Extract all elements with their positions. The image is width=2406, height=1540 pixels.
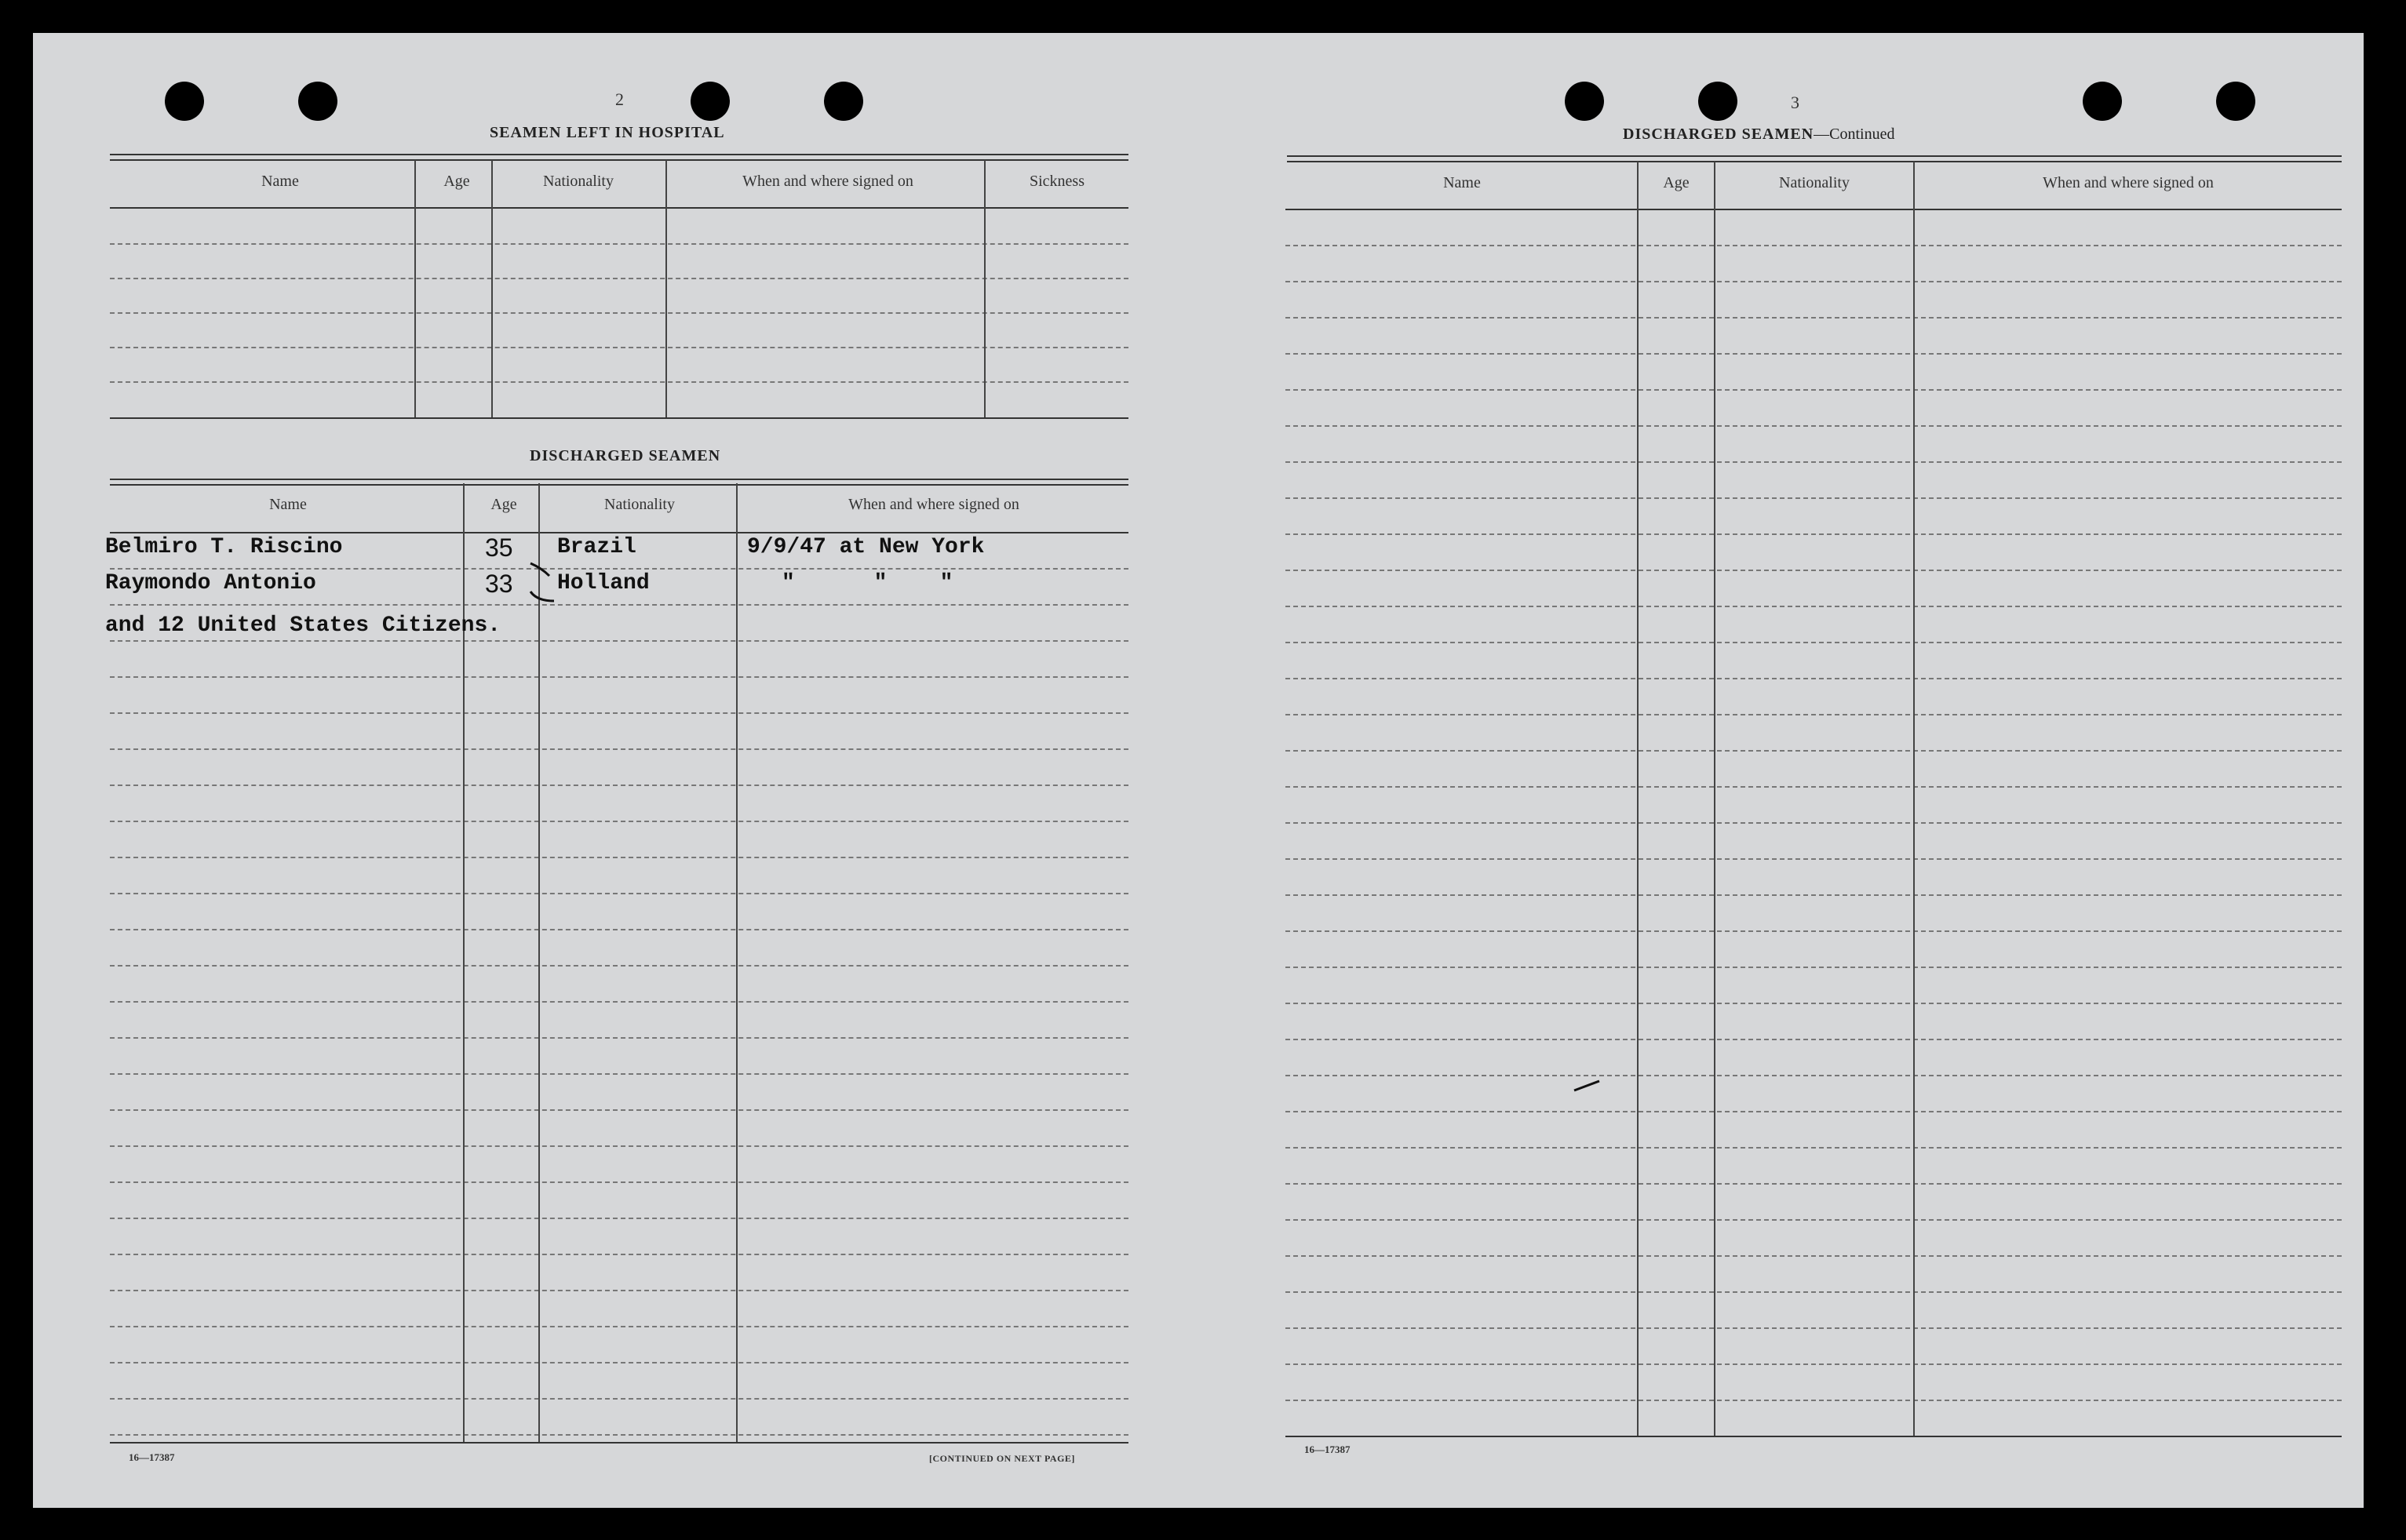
- seaman-age: 33: [485, 570, 513, 598]
- row-rule: [1285, 1363, 2342, 1365]
- row-rule: [110, 785, 1128, 786]
- row-rule: [1285, 606, 2342, 607]
- row-rule: [110, 1145, 1128, 1147]
- column-header-age: Age: [490, 496, 517, 513]
- column-header-signed-on: When and where signed on: [2043, 174, 2214, 191]
- seaman-name: Raymondo Antonio: [105, 571, 316, 595]
- column-header-nationality: Nationality: [604, 496, 675, 513]
- punch-hole: [691, 82, 730, 121]
- row-rule: [110, 1181, 1128, 1183]
- section-title: DISCHARGED SEAMEN: [1623, 126, 1814, 143]
- punch-hole: [2083, 82, 2122, 121]
- row-rule: [110, 640, 1128, 642]
- row-rule: [1285, 678, 2342, 679]
- row-rule: [110, 1326, 1128, 1327]
- row-rule: [1285, 1039, 2342, 1040]
- table-bottom-rule: [110, 1442, 1128, 1444]
- section-title-continued: —Continued: [1814, 126, 1895, 143]
- page-number: 2: [615, 89, 624, 109]
- row-rule: [1285, 497, 2342, 499]
- column-header-name: Name: [1443, 174, 1481, 191]
- row-rule: [1285, 967, 2342, 968]
- form-number: 16—17387: [129, 1451, 175, 1463]
- table-bottom-rule: [1285, 1436, 2342, 1437]
- row-rule: [1285, 389, 2342, 391]
- row-rule: [110, 1398, 1128, 1400]
- row-rule: [110, 857, 1128, 858]
- row-rule: [110, 1254, 1128, 1255]
- row-rule: [110, 1290, 1128, 1291]
- row-rule: [110, 676, 1128, 678]
- column-header-signed-on: When and where signed on: [848, 496, 1019, 513]
- row-rule: [1285, 1291, 2342, 1293]
- column-header-name: Name: [269, 496, 307, 513]
- row-rule: [110, 965, 1128, 967]
- punch-hole: [1698, 82, 1737, 121]
- column-header-signed-on: When and where signed on: [742, 173, 913, 190]
- tick-mark: [530, 563, 549, 576]
- column-divider: [1913, 162, 1915, 1436]
- citizens-note: and 12 United States Citizens.: [105, 613, 501, 638]
- row-rule: [1285, 642, 2342, 643]
- column-divider: [736, 483, 738, 1442]
- row-rule: [110, 893, 1128, 894]
- row-rule: [110, 821, 1128, 822]
- row-rule: [110, 1001, 1128, 1003]
- column-divider: [665, 160, 667, 417]
- row-rule: [1285, 317, 2342, 319]
- row-rule: [1285, 930, 2342, 932]
- row-rule: [110, 243, 1128, 245]
- row-rule: [110, 381, 1128, 383]
- discharged-section-title: DISCHARGED SEAMEN: [530, 447, 721, 464]
- row-rule: [110, 278, 1128, 279]
- column-divider: [984, 160, 986, 417]
- table-bottom-rule: [110, 417, 1128, 419]
- row-rule: [1285, 858, 2342, 860]
- column-divider: [491, 160, 493, 417]
- punch-hole: [298, 82, 337, 121]
- row-rule: [1285, 245, 2342, 246]
- row-rule: [110, 1218, 1128, 1219]
- row-rule: [110, 1434, 1128, 1436]
- column-divider: [1637, 162, 1639, 1436]
- page-number: 3: [1791, 93, 1799, 112]
- column-divider: [538, 483, 540, 1442]
- row-rule: [110, 1109, 1128, 1111]
- column-header-nationality: Nationality: [1779, 174, 1850, 191]
- handwritten-tick-marks: [527, 557, 582, 612]
- row-rule: [110, 604, 1128, 606]
- seaman-nationality: Holland: [557, 571, 650, 595]
- table-header-rule: [110, 207, 1128, 209]
- row-rule: [110, 568, 1128, 570]
- row-rule: [1285, 1075, 2342, 1076]
- pen-stroke: [1574, 1081, 1599, 1090]
- stray-pen-mark: [1573, 1078, 1604, 1094]
- row-rule: [1285, 1219, 2342, 1221]
- column-header-nationality: Nationality: [543, 173, 614, 190]
- row-rule: [1285, 1255, 2342, 1257]
- row-rule: [1285, 281, 2342, 282]
- row-rule: [1285, 533, 2342, 535]
- table-header-rule: [1285, 209, 2342, 210]
- column-header-sickness: Sickness: [1030, 173, 1085, 190]
- seaman-nationality: Brazil: [557, 535, 636, 559]
- column-header-age: Age: [443, 173, 470, 190]
- continued-note: [CONTINUED ON NEXT PAGE]: [929, 1453, 1075, 1464]
- column-divider: [414, 160, 416, 417]
- row-rule: [1285, 1003, 2342, 1004]
- row-rule: [110, 312, 1128, 314]
- row-rule: [110, 929, 1128, 930]
- row-rule: [1285, 1147, 2342, 1149]
- document-sheet: [33, 33, 2364, 1508]
- punch-hole: [824, 82, 863, 121]
- seaman-age: 35: [485, 533, 513, 562]
- seaman-signed-on: 9/9/47 at New York: [747, 535, 985, 559]
- row-rule: [1285, 1111, 2342, 1112]
- row-rule: [1285, 714, 2342, 715]
- row-rule: [1285, 894, 2342, 896]
- tick-mark: [530, 592, 554, 601]
- row-rule: [1285, 461, 2342, 463]
- row-rule: [1285, 822, 2342, 824]
- row-rule: [1285, 1327, 2342, 1329]
- header-rule: [110, 154, 1128, 161]
- row-rule: [110, 1362, 1128, 1363]
- row-rule: [110, 748, 1128, 750]
- form-number: 16—17387: [1304, 1444, 1351, 1455]
- seaman-signed-on: " " ": [782, 571, 953, 595]
- column-header-age: Age: [1663, 174, 1690, 191]
- seaman-name: Belmiro T. Riscino: [105, 535, 343, 559]
- row-rule: [1285, 353, 2342, 355]
- row-rule: [110, 712, 1128, 714]
- row-rule: [1285, 1400, 2342, 1401]
- row-rule: [110, 1037, 1128, 1039]
- column-divider: [1714, 162, 1715, 1436]
- row-rule: [110, 1073, 1128, 1075]
- row-rule: [110, 347, 1128, 348]
- right-section-title: [1623, 126, 1895, 144]
- punch-hole: [165, 82, 204, 121]
- column-header-name: Name: [261, 173, 299, 190]
- row-rule: [1285, 786, 2342, 788]
- row-rule: [1285, 750, 2342, 752]
- header-rule: [110, 479, 1128, 486]
- hospital-section-title: SEAMEN LEFT IN HOSPITAL: [490, 124, 725, 141]
- row-rule: [1285, 425, 2342, 427]
- punch-hole: [2216, 82, 2255, 121]
- header-rule: [1287, 155, 2342, 162]
- row-rule: [1285, 1183, 2342, 1185]
- table-header-rule: [110, 532, 1128, 533]
- punch-hole: [1565, 82, 1604, 121]
- row-rule: [1285, 570, 2342, 571]
